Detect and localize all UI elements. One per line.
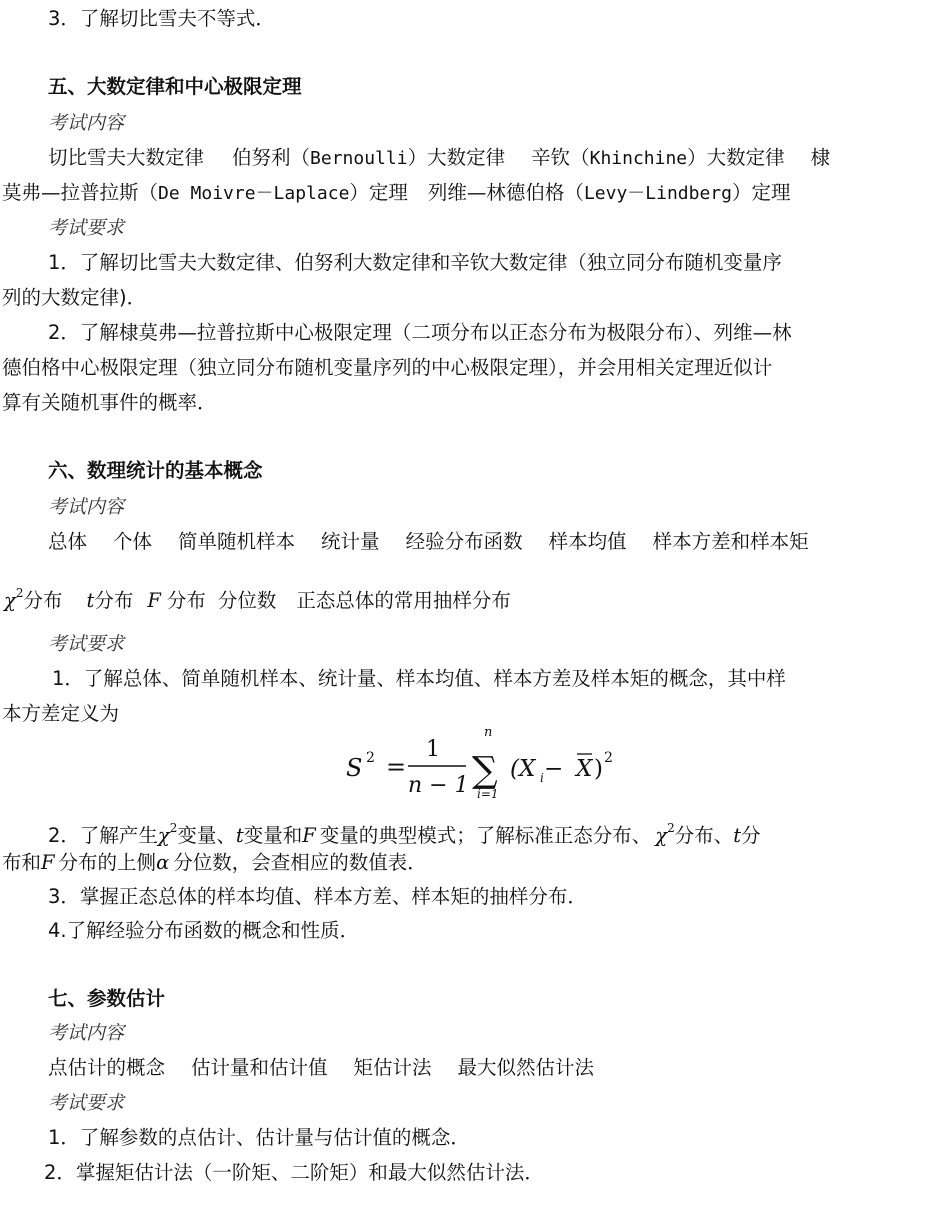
- superscript: 2: [15, 586, 24, 600]
- topic-item: 统计量: [321, 530, 380, 553]
- requirement-line: 3．掌握正态总体的样本均值、样本方差、样本矩的抽样分布．: [48, 885, 587, 908]
- formula-lhs: S: [346, 754, 363, 782]
- text-run: 分: [741, 824, 761, 847]
- requirement-line: 4.了解经验分布函数的概念和性质．: [48, 919, 360, 942]
- text-run: 变量的典型模式；了解标准正态分布、: [319, 824, 652, 847]
- topic-item: 简单随机样本: [178, 530, 296, 553]
- topic-item: Khinchine: [589, 148, 688, 169]
- topic-item: 分布: [166, 589, 206, 612]
- topic-item: 列维—林德伯格（: [427, 181, 584, 204]
- topic-item: 估计量和估计值: [191, 1056, 328, 1079]
- content-line: [48, 1055, 594, 1081]
- topic-item: De Moivre－Laplace: [158, 183, 350, 204]
- subsection-label: 考试内容: [48, 496, 125, 518]
- topic-item: 切比雪夫大数定律: [48, 146, 205, 169]
- topic-item: 矩估计法: [353, 1056, 432, 1079]
- superscript: 2: [169, 821, 178, 835]
- t-symbol: t: [86, 589, 95, 612]
- requirement-line: 1．了解切比雪夫大数定律、伯努利大数定律和辛钦大数定律（独立同分布随机变量序: [48, 251, 782, 274]
- formula-svg: [344, 712, 624, 800]
- formula-sub: i: [540, 771, 544, 785]
- requirement-line: 1．了解总体、简单随机样本、统计量、样本均值、样本方差及样本矩的概念，其中样: [52, 667, 786, 690]
- topic-item: 辛钦（: [531, 146, 590, 169]
- topic-item: 经验分布函数: [405, 530, 523, 553]
- formula-den: n − 1: [408, 773, 469, 798]
- subsection-label: 考试内容: [48, 112, 125, 134]
- requirement-line: 1．了解参数的点估计、估计量与估计值的概念．: [48, 1126, 470, 1149]
- f-symbol: F: [41, 851, 55, 874]
- subsection-label: 考试要求: [48, 633, 125, 655]
- formula-xbar: X: [576, 756, 593, 782]
- chi-symbol: χ: [157, 824, 170, 847]
- text-run: 布和: [2, 851, 42, 874]
- topic-item: 点估计的概念: [48, 1056, 166, 1079]
- section-heading: 七、参数估计: [48, 987, 166, 1010]
- formula-term-open: (X: [510, 756, 536, 782]
- text-line: 3．了解切比雪夫不等式．: [48, 7, 275, 30]
- content-line: [4, 580, 511, 614]
- topic-item: ）大数定律: [687, 146, 785, 169]
- sample-variance-formula: [344, 712, 624, 800]
- topic-item: 莫弗—拉普拉斯（: [2, 181, 159, 204]
- formula-eq: =: [386, 753, 407, 781]
- topic-item: 伯努利（: [232, 146, 311, 169]
- text-run: 分位数，会查相应的数值表．: [173, 851, 427, 874]
- formula-minus: −: [544, 756, 564, 782]
- alpha-symbol: α: [156, 851, 170, 874]
- requirement-line: [2, 850, 427, 876]
- topic-item: 样本方差和样本矩: [652, 530, 809, 553]
- sum-upper: n: [484, 725, 493, 740]
- topic-item: 正态总体的常用抽样分布: [296, 589, 511, 612]
- f-symbol: F: [147, 589, 161, 612]
- formula-num: 1: [426, 737, 440, 762]
- section-heading: 六、数理统计的基本概念: [48, 459, 263, 482]
- t-symbol: t: [235, 824, 244, 847]
- requirement-line: 列的大数定律)．: [2, 286, 147, 309]
- formula-exp: 2: [604, 750, 613, 766]
- requirement-line: 2．掌握矩估计法（一阶矩、二阶矩）和最大似然估计法．: [44, 1161, 544, 1184]
- requirement-line: 德伯格中心极限定理（独立同分布随机变量序列的中心极限定理），并会用相关定理近似计: [2, 356, 773, 379]
- text-run: 分布、: [674, 824, 734, 847]
- subsection-label: 考试内容: [48, 1022, 125, 1044]
- f-symbol: F: [302, 824, 316, 847]
- superscript: 2: [667, 821, 675, 835]
- topic-item: Levy－Lindberg: [583, 183, 732, 204]
- topic-item: 总体: [48, 530, 88, 553]
- topic-item: 分位数: [217, 589, 277, 612]
- topic-item: Bernoulli: [310, 148, 408, 169]
- content-line: [48, 145, 830, 172]
- requirement-line: [48, 815, 761, 849]
- topic-item: 样本均值: [548, 530, 627, 553]
- text-run: 分布的上侧: [58, 851, 157, 874]
- text-run: 2．了解产生: [48, 824, 158, 847]
- topic-item: ）大数定律: [407, 146, 506, 169]
- t-symbol: t: [733, 824, 742, 847]
- text-run: 变量、: [177, 824, 236, 847]
- formula-close: ): [594, 756, 603, 782]
- content-line: [48, 529, 809, 555]
- topic-item: 个体: [113, 530, 153, 553]
- topic-item: ）定理: [349, 181, 408, 204]
- requirement-line: 本方差定义为: [2, 702, 120, 725]
- requirement-line: 算有关随机事件的概率．: [2, 391, 217, 414]
- summation-sign: ∑: [472, 750, 498, 791]
- chi-symbol: χ: [4, 589, 16, 612]
- sum-lower: i=1: [477, 787, 499, 800]
- topic-item: 分布: [23, 589, 63, 612]
- topic-item: 分布: [94, 589, 134, 612]
- requirement-line: 2．了解棣莫弗—拉普拉斯中心极限定理（二项分布以正态分布为极限分布）、列维—林: [48, 321, 792, 344]
- topic-item: 棣: [810, 146, 831, 169]
- subsection-label: 考试要求: [48, 217, 125, 239]
- section-heading: 五、大数定律和中心极限定理: [48, 75, 302, 98]
- topic-item: 最大似然估计法: [457, 1056, 595, 1079]
- formula-lhs-exp: 2: [366, 750, 375, 766]
- chi-symbol: χ: [655, 824, 668, 847]
- content-line: [2, 180, 791, 207]
- subsection-label: 考试要求: [48, 1092, 125, 1114]
- text-run: 变量和: [243, 824, 303, 847]
- topic-item: ）定理: [731, 181, 791, 204]
